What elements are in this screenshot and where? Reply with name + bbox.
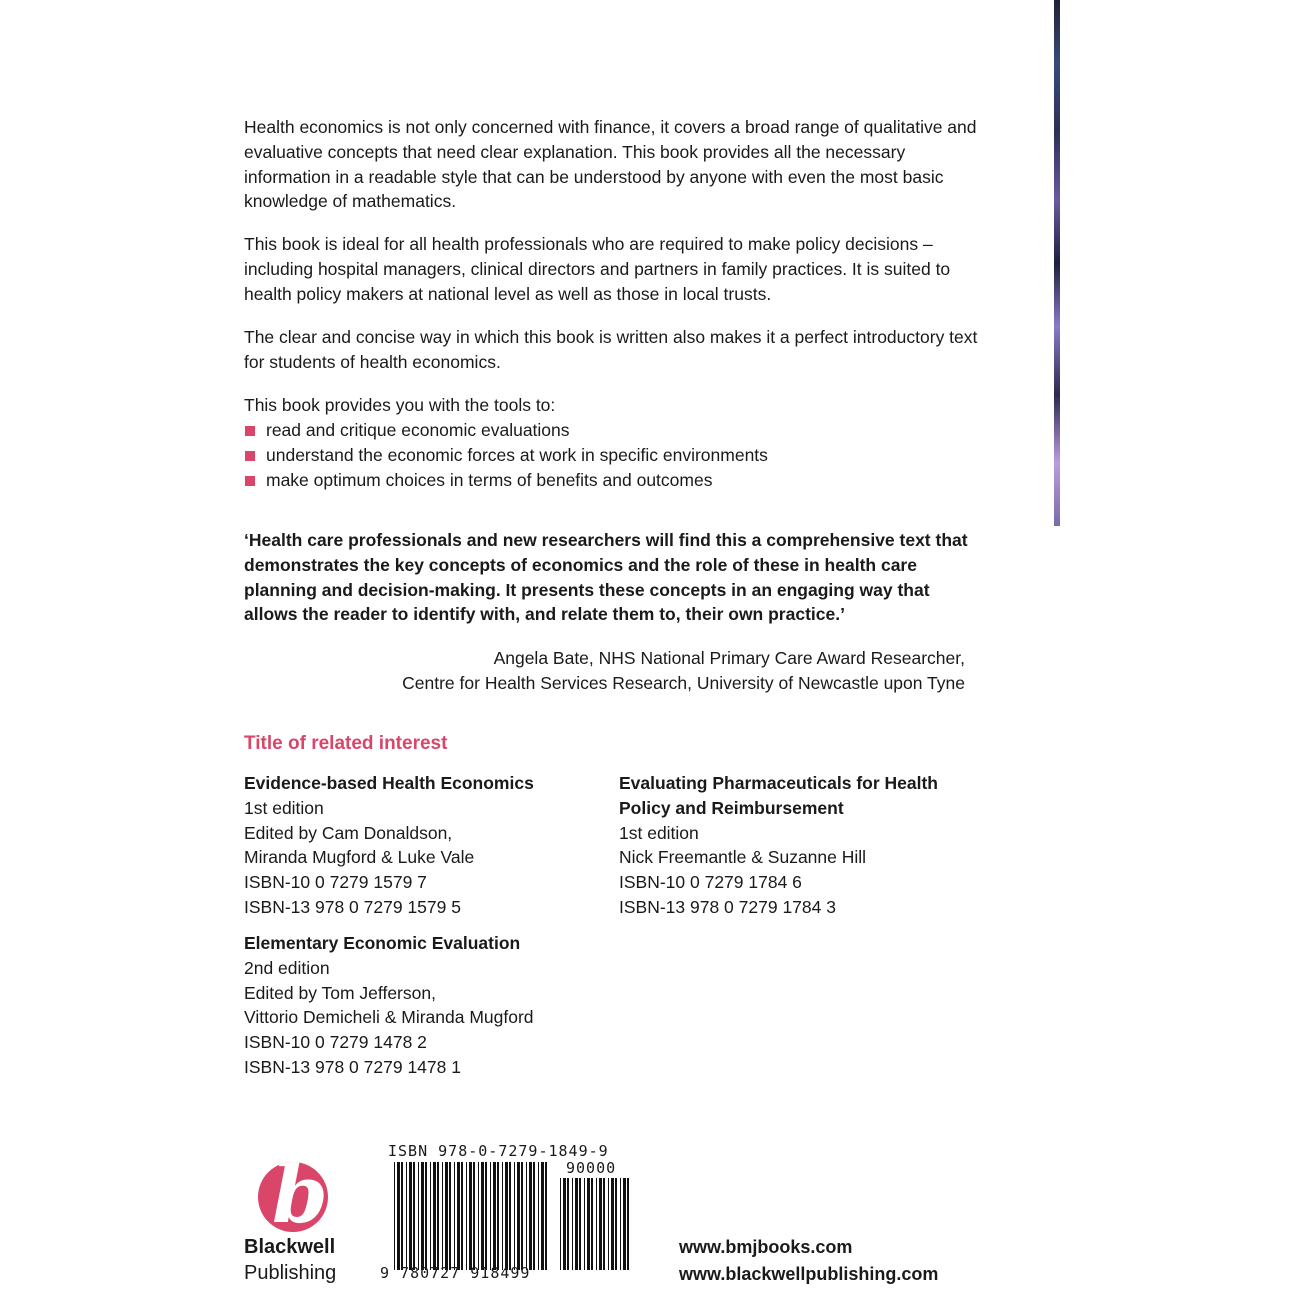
url-bmjbooks: www.bmjbooks.com: [679, 1237, 853, 1257]
barcode-bar: [505, 1162, 508, 1270]
list-item: [244, 443, 984, 468]
barcode-bar: [587, 1178, 590, 1270]
related-book-2: [244, 931, 534, 1080]
logo-letter: b: [272, 1162, 328, 1232]
bullet-square-icon: [245, 476, 255, 486]
book-editors: Vittorio Demicheli & Miranda Mugford: [244, 1007, 534, 1028]
book-title: Elementary Economic Evaluation: [244, 933, 521, 953]
barcode-bar: [615, 1178, 617, 1270]
barcode-bar: [521, 1162, 523, 1270]
barcode-isbn-text: ISBN 978-0-7279-1849-9: [388, 1142, 609, 1160]
barcode-bar: [413, 1162, 415, 1270]
barcode-bar: [461, 1162, 463, 1270]
book-editors: Edited by Cam Donaldson,: [244, 822, 453, 843]
barcode-bar: [620, 1178, 621, 1270]
barcode-bar: [563, 1178, 566, 1270]
barcode-bar: [533, 1162, 535, 1270]
list-item: [244, 418, 984, 443]
quote-attribution: [402, 646, 965, 696]
bullet-square-icon: [245, 426, 255, 436]
tools-bullet-list: [244, 418, 984, 492]
bullet-square-icon: [245, 451, 255, 461]
book-isbn10: ISBN-10 0 7279 1784 6: [619, 872, 802, 893]
book-isbn13: ISBN-13 978 0 7279 1579 5: [244, 896, 461, 917]
barcode-bar: [418, 1162, 419, 1270]
barcode-bar: [599, 1178, 602, 1270]
book-isbn13: ISBN-13 978 0 7279 1784 3: [619, 896, 836, 917]
blackwell-b-icon: [258, 1162, 328, 1232]
intro-paragraph-3: The clear and concise way in which this book is written also makes it a perfect introductory text for students of health economics.: [244, 327, 978, 372]
related-titles-heading: Title of related interest: [244, 733, 448, 754]
book-title: Policy and Reimbursement: [619, 797, 844, 818]
book-edition: 2nd edition: [244, 957, 330, 978]
barcode-bar: [437, 1162, 439, 1270]
barcode-bar: [442, 1162, 443, 1270]
barcode-bar: [497, 1162, 499, 1270]
bullet-text: make optimum choices in terms of benefits and outcomes: [266, 469, 713, 490]
barcode-bar: [449, 1162, 451, 1270]
barcode-bar: [445, 1162, 448, 1270]
barcode-bar: [397, 1162, 400, 1270]
barcode-bar: [493, 1162, 496, 1270]
book-editors: Nick Freemantle & Suzanne Hill: [619, 847, 867, 868]
barcode-bar: [572, 1178, 573, 1270]
book-title: Evidence-based Health Economics: [244, 773, 534, 793]
isbn-barcode: [380, 1142, 640, 1287]
publisher-name-line-2: Publishing: [244, 1262, 337, 1284]
barcode-bar: [627, 1178, 629, 1270]
barcode-bar: [481, 1162, 484, 1270]
bullet-text: read and critique economic evaluations: [266, 420, 570, 440]
barcode-bar: [466, 1162, 467, 1270]
book-isbn10: ISBN-10 0 7279 1478 2: [244, 1032, 427, 1053]
barcode-bar: [473, 1162, 475, 1270]
barcode-bar: [575, 1178, 578, 1270]
barcode-bar: [596, 1178, 597, 1270]
url-blackwellpublishing: www.blackwellpublishing.com: [679, 1264, 939, 1284]
book-title: Evaluating Pharmaceuticals for Health: [619, 773, 938, 793]
barcode-bar: [454, 1162, 455, 1270]
intro-paragraph-2: This book is ideal for all health professionals who are required to make policy decisions – including hospital managers, clinical directors and partners in family practices. It is suited to health policy makers at national level as well as those in local trusts.: [244, 234, 951, 304]
book-edition: 1st edition: [244, 797, 324, 818]
spine-image-strip: [1054, 0, 1060, 526]
barcode-bar: [394, 1162, 395, 1270]
barcode-bar: [611, 1178, 614, 1270]
barcode-bar: [433, 1162, 436, 1270]
barcode-bar: [579, 1178, 581, 1270]
barcode-bar: [517, 1162, 520, 1270]
barcode-bar: [529, 1162, 532, 1270]
barcode-bar: [401, 1162, 403, 1270]
barcode-bar: [526, 1162, 527, 1270]
barcode-bar: [478, 1162, 479, 1270]
barcode-bar: [469, 1162, 472, 1270]
barcode-bar: [541, 1162, 544, 1270]
barcode-bar: [591, 1178, 593, 1270]
review-quote: ‘Health care professionals and new researchers will find this a comprehensive text that demonstrates the key concepts of economics and the role of these in health care planning and decision-making. It presents these concepts in an engaging way that allows the reader to identify with, and relate them to, their own practice.’: [244, 530, 968, 625]
list-item: [244, 468, 984, 493]
barcode-bar: [490, 1162, 491, 1270]
book-isbn10: ISBN-10 0 7279 1579 7: [244, 872, 427, 893]
barcode-bar: [421, 1162, 424, 1270]
barcode-bar: [502, 1162, 503, 1270]
barcode-bar: [567, 1178, 569, 1270]
book-isbn13: ISBN-13 978 0 7279 1478 1: [244, 1056, 461, 1077]
bullet-text: understand the economic forces at work in specific environments: [266, 444, 768, 465]
barcode-digits: 9 780727 918499: [380, 1264, 531, 1282]
barcode-bar: [409, 1162, 412, 1270]
book-editors: Miranda Mugford & Luke Vale: [244, 847, 475, 868]
related-book-3: [619, 771, 938, 920]
barcode-bar: [545, 1162, 547, 1270]
barcode-bar: [538, 1162, 539, 1270]
book-editors: Edited by Tom Jefferson,: [244, 982, 436, 1003]
related-book-1: [244, 771, 534, 920]
barcode-bar: [430, 1162, 431, 1270]
publisher-name-line-1: Blackwell: [244, 1236, 336, 1258]
barcode-bar: [485, 1162, 487, 1270]
barcode-bar: [457, 1162, 460, 1270]
publisher-urls: [679, 1234, 938, 1288]
barcode-bar: [509, 1162, 511, 1270]
book-edition: 1st edition: [619, 822, 699, 843]
barcode-bar: [406, 1162, 407, 1270]
barcode-bar: [560, 1178, 561, 1270]
attribution-line-2: Centre for Health Services Research, University of Newcastle upon Tyne: [402, 672, 965, 693]
barcode-bar: [623, 1178, 626, 1270]
barcode-bar: [584, 1178, 585, 1270]
barcode-bar: [425, 1162, 427, 1270]
intro-paragraph-1: Health economics is not only concerned with finance, it covers a broad range of qualitative and evaluative concepts that need clear explanation. This book provides all the necessary information in a readable style that can be understood by anyone with even the most basic knowledge of mathematics.: [244, 117, 977, 212]
barcode-bar: [608, 1178, 609, 1270]
attribution-line-1: Angela Bate, NHS National Primary Care Award Researcher,: [493, 648, 965, 668]
barcode-price-code: 90000: [566, 1159, 617, 1177]
tools-lead-in: This book provides you with the tools to:: [244, 395, 556, 415]
barcode-bar: [603, 1178, 605, 1270]
barcode-bar: [514, 1162, 515, 1270]
